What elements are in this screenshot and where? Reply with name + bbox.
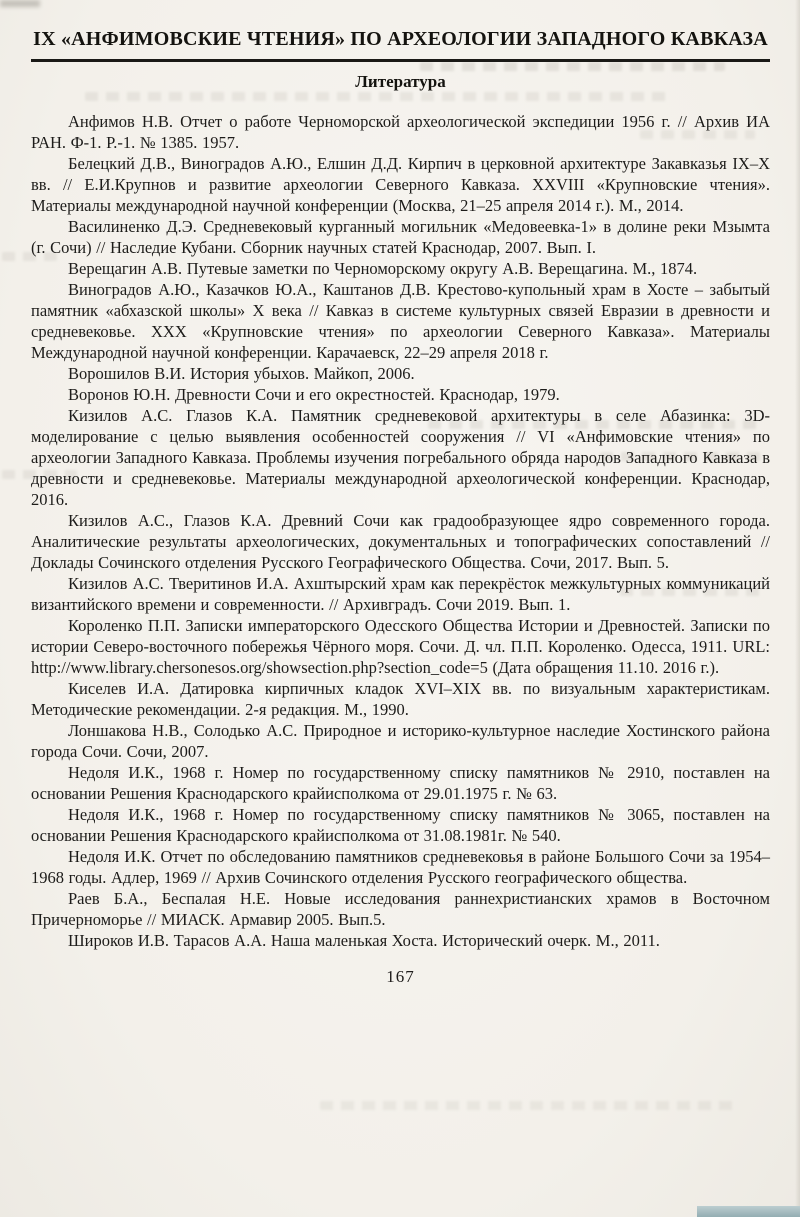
section-title: Литература	[355, 72, 446, 91]
page-footer	[31, 967, 770, 987]
bibliography-entry: Ворошилов В.И. История убыхов. Майкоп, 2006.	[68, 364, 415, 383]
bibliography-entry: Раев Б.А., Беспалая Н.Е. Новые исследования раннехристианских храмов в Восточном Причерноморье // МИАСК. Армавир 2005. Вып.5.	[31, 889, 770, 929]
bibliography-entry: Анфимов Н.В. Отчет о работе Черноморской археологической экспедиции 1956 г. // Архив ИА РАН. Ф-1. Р.-1. № 1385. 1957.	[31, 112, 770, 152]
bibliography-entry: Лоншакова Н.В., Солодько А.С. Природное и историко-культурное наследие Хостинского района города Сочи. Сочи, 2007.	[31, 721, 770, 761]
bleedthrough-text	[320, 1101, 735, 1110]
bibliography-entry: Недоля И.К. Отчет по обследованию памятников средневековья в районе Большого Сочи за 1954–1968 годы. Адлер, 1969 // Архив Сочинского отделения Русского географического общества.	[31, 847, 770, 887]
bibliography-entry: Василиненко Д.Э. Средневековый курганный могильник «Медовеевка-1» в долине реки Мзымта (г. Сочи) // Наследие Кубани. Сборник научных статей Краснодар, 2007. Вып. I.	[31, 217, 770, 257]
bibliography-entry: Белецкий Д.В., Виноградов А.Ю., Елшин Д.Д. Кирпич в церковной архитектуре Закавказья IX–X вв. // Е.И.Крупнов и развитие археологии Северного Кавказа. XXVIII «Крупновские чтения». Материалы международной научной конференции (Москва, 21–25 апреля 2014 г.). М., 2014.	[31, 154, 770, 215]
page-header	[31, 26, 770, 62]
scan-edge-shadow	[795, 0, 800, 1217]
bibliography-entry: Воронов Ю.Н. Древности Сочи и его окрестностей. Краснодар, 1979.	[68, 385, 560, 404]
bibliography-entry: Кизилов А.С. Тверитинов И.А. Ахштырский храм как перекрёсток межкультурных коммуникаций византийского времени и современности. // Архивградъ. Сочи 2019. Вып. 1.	[31, 574, 770, 614]
bibliography-entry: Кизилов А.С. Глазов К.А. Памятник средневековой архитектуры в селе Абазинка: 3D-моделирование с целью выявления особенностей сооружения // VI «Анфимовские чтения» по археологии Западного Кавказа. Проблемы изучения погребального обряда народов Западного Кавказа в древности и средневековье. Материалы международной археологической конференции. Краснодар, 2016.	[31, 406, 770, 509]
bibliography-list	[31, 111, 770, 951]
running-head-title: IX «АНФИМОВСКИЕ ЧТЕНИЯ» ПО АРХЕОЛОГИИ ЗАПАДНОГО КАВКАЗА	[31, 26, 770, 62]
bibliography-entry: Недоля И.К., 1968 г. Номер по государственному списку памятников № 2910, поставлен на основании Решения Краснодарского крайисполкома от 29.01.1975 г. № 63.	[31, 763, 770, 803]
bibliography-entry: Недоля И.К., 1968 г. Номер по государственному списку памятников № 3065, поставлен на основании Решения Краснодарского крайисполкома от 31.08.1981г. № 540.	[31, 805, 770, 845]
bibliography-entry: Короленко П.П. Записки императорского Одесского Общества Истории и Древностей. Записки по истории Северо-восточного побережья Чёрного моря. Сочи. Д. чл. П.П. Короленко. Одесса, 1911. URL: http://www.library.chersonesos.org/showsection.php?section_code=5 (Дата обращения 11.10. 2016 г.).	[31, 616, 770, 677]
scan-smudge	[0, 0, 40, 7]
page-number: 167	[386, 967, 415, 986]
bibliography-entry: Широков И.В. Тарасов А.А. Наша маленькая Хоста. Исторический очерк. М., 2011.	[68, 931, 660, 950]
bibliography-entry: Кизилов А.С., Глазов К.А. Древний Сочи как градообразующее ядро современного города. Аналитические результаты археологических, документальных и топографических сопоставлений // Доклады Сочинского отделения Русского Географического Общества. Сочи, 2017. Вып. 5.	[31, 511, 770, 572]
scan-artifact-bar	[697, 1206, 800, 1217]
bibliography-entry: Киселев И.А. Датировка кирпичных кладок XVI–XIX вв. по визуальным характеристикам. Методические рекомендации. 2-я редакция. М., 1990.	[31, 679, 770, 719]
bibliography-entry: Верещагин А.В. Путевые заметки по Черноморскому округу А.В. Верещагина. М., 1874.	[68, 259, 698, 278]
bibliography-entry: Виноградов А.Ю., Казачков Ю.А., Каштанов Д.В. Крестово-купольный храм в Хосте – забытый памятник «абхазской школы» X века // Кавказ в системе культурных связей Евразии в древности и средневековье. XXX «Крупновские чтения» по археологии Северного Кавказа». Материалы Международной научной конференции. Карачаевск, 22–29 апреля 2018 г.	[31, 280, 770, 362]
